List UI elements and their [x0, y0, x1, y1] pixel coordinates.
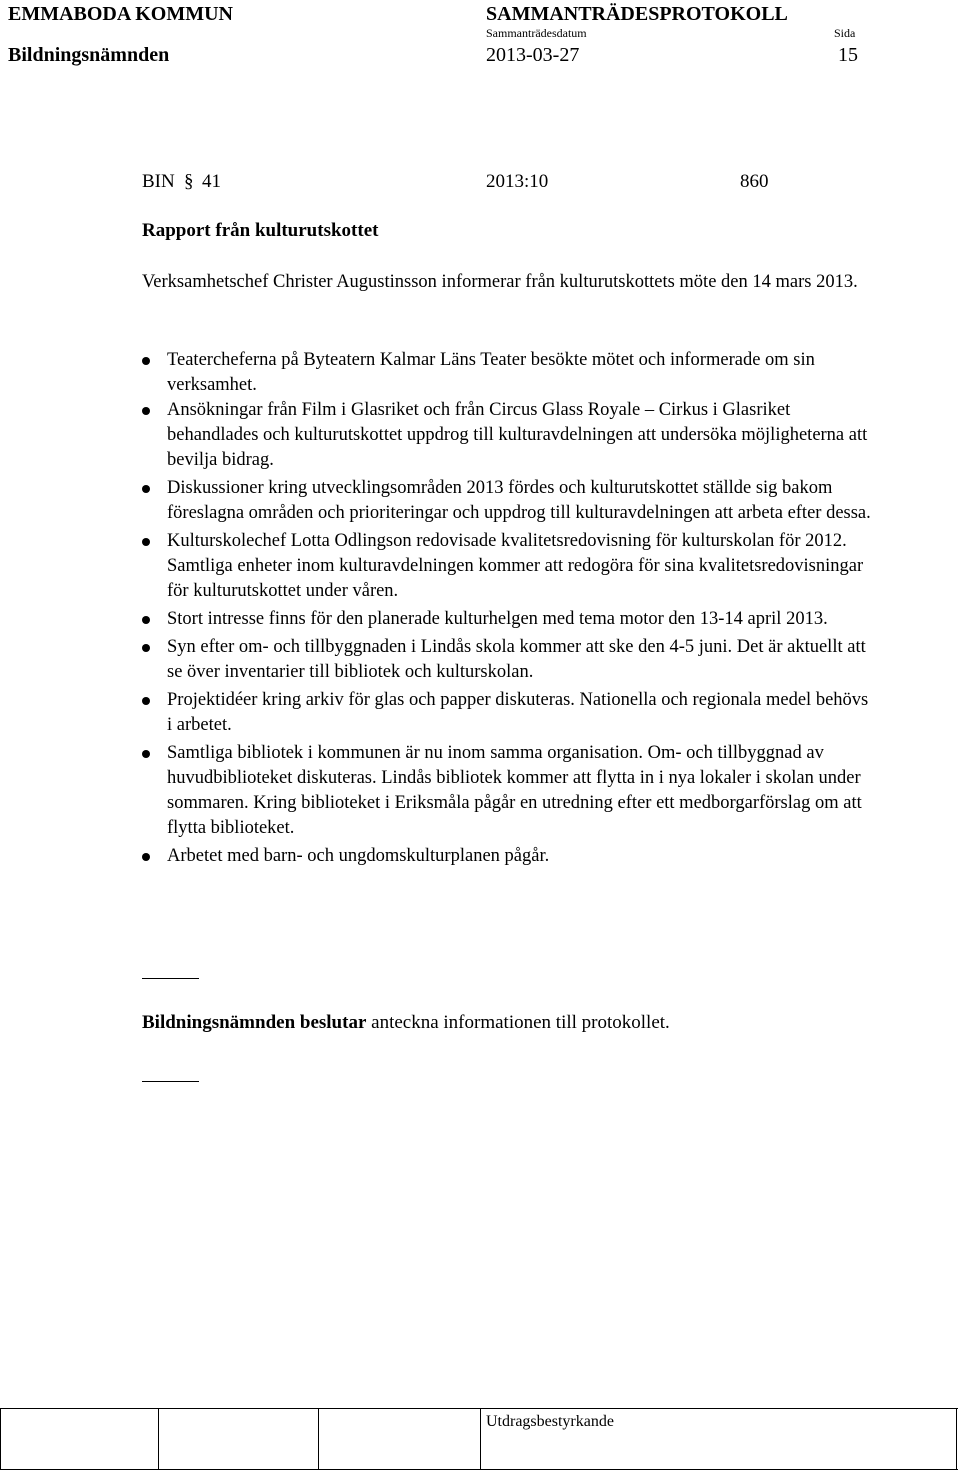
section-mark: § — [184, 171, 194, 192]
meeting-date: 2013-03-27 — [486, 44, 580, 66]
bullet-icon — [142, 357, 150, 365]
signature-footer — [0, 1408, 958, 1470]
list-item-text: Samtliga bibliotek i kommunen är nu inom samma organisation. Om- och tillbyggnad av huvudbiblioteket diskuteras. Lindås bibliotek kommer att flytta in i nya lokaler i skolan under sommaren. Kring biblioteket i Eriksmåla pågår en utredning efter ett medborgarförslag om att flytta biblioteket. — [167, 743, 862, 838]
case-prefix: BIN — [142, 171, 175, 192]
certification-box — [480, 1409, 481, 1469]
signature-box — [0, 1409, 1, 1469]
separator-rule — [142, 978, 199, 979]
report-bullet-list — [142, 348, 872, 872]
list-item — [142, 529, 872, 604]
list-item-text: Projektidéer kring arkiv för glas och papper diskuteras. Nationella och regionala medel behövs i arbetet. — [167, 690, 869, 735]
org-name: EMMABODA KOMMUN — [8, 3, 233, 25]
list-item — [142, 741, 872, 841]
committee-name: Bildningsnämnden — [8, 44, 170, 66]
list-item-text: Diskussioner kring utvecklingsområden 2013 fördes och kulturutskottet ställde sig bakom föreslagna områden och prioriteringar och uppdrog till kulturavdelningen att arbeta efter dessa. — [167, 478, 871, 523]
bullet-icon — [142, 407, 150, 415]
case-code: 860 — [740, 171, 769, 192]
signature-box — [158, 1409, 159, 1469]
list-item-text: Kulturskolechef Lotta Odlingson redovisade kvalitetsredovisning för kulturskolan för 2012. Samtliga enheter inom kulturavdelningen kommer att redogöra för sina kvalitetsredovisningar för kulturutskottet under våren. — [167, 531, 864, 601]
certification-label: Utdragsbestyrkande — [486, 1413, 614, 1430]
document-type: SAMMANTRÄDESPROTOKOLL — [486, 3, 788, 25]
signature-box — [318, 1409, 319, 1469]
page-number: 15 — [838, 44, 858, 66]
bullet-icon — [142, 538, 150, 546]
list-item-text: Teatercheferna på Byteatern Kalmar Läns Teater besökte mötet och informerade om sin verksamhet. — [167, 350, 815, 395]
list-item — [142, 635, 872, 685]
bullet-icon — [142, 616, 150, 624]
section-title: Rapport från kulturutskottet — [142, 220, 379, 241]
decision-text: anteckna informationen till protokollet. — [366, 1012, 670, 1033]
list-item — [142, 688, 872, 738]
decision-subject: Bildningsnämnden beslutar — [142, 1012, 367, 1033]
list-item — [142, 398, 872, 473]
list-item — [142, 844, 872, 869]
decision-paragraph — [142, 1010, 670, 1036]
separator-rule — [142, 1081, 199, 1082]
bullet-icon — [142, 485, 150, 493]
list-item-text: Arbetet med barn- och ungdomskulturplanen pågår. — [167, 846, 550, 866]
list-item — [142, 348, 872, 398]
meeting-date-label: Sammanträdesdatum — [486, 26, 587, 40]
bullet-icon — [142, 853, 150, 861]
list-item-text: Ansökningar från Film i Glasriket och från Circus Glass Royale – Cirkus i Glasriket behandlades och kulturutskottet uppdrog till kulturavdelningen att undersöka möjligheterna att bevilja bidrag. — [167, 400, 868, 470]
list-item — [142, 607, 872, 632]
list-item — [142, 476, 872, 526]
footer-edge — [956, 1409, 957, 1469]
bullet-icon — [142, 750, 150, 758]
case-registration: 2013:10 — [486, 171, 549, 192]
intro-paragraph: Verksamhetschef Christer Augustinsson informerar från kulturutskottets möte den 14 mars 2013. — [142, 272, 858, 292]
page-label: Sida — [834, 26, 856, 40]
list-item-text: Stort intresse finns för den planerade kulturhelgen med tema motor den 13-14 april 2013. — [167, 609, 828, 629]
bullet-icon — [142, 697, 150, 705]
case-number: 41 — [202, 171, 221, 192]
list-item-text: Syn efter om- och tillbyggnaden i Lindås skola kommer att ske den 4-5 juni. Det är aktuellt att se över inventarier till bibliotek och kulturskolan. — [167, 637, 866, 682]
bullet-icon — [142, 644, 150, 652]
